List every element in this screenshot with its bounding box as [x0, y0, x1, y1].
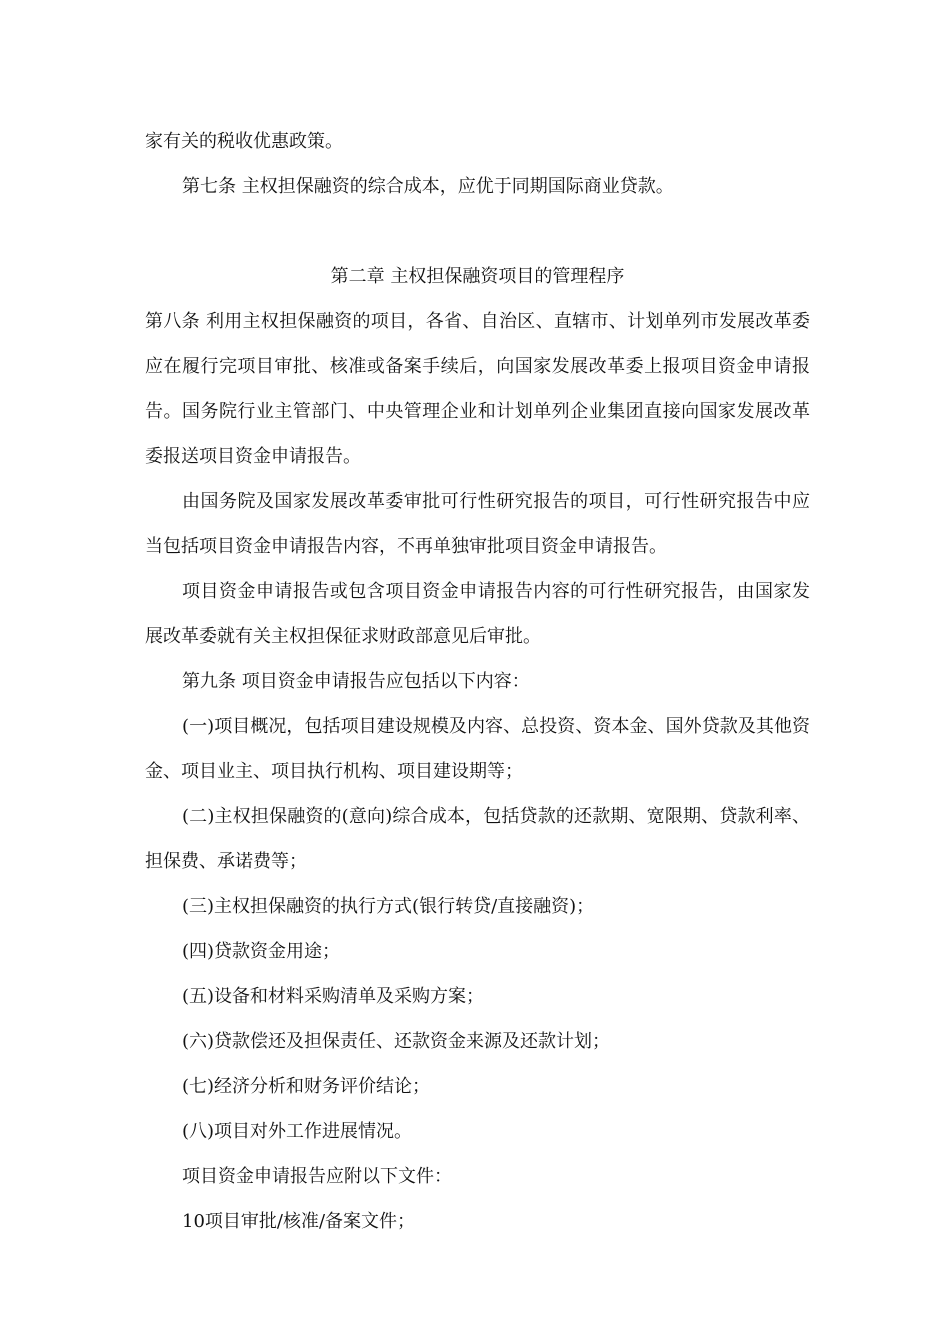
chapter-title: 第二章 主权担保融资项目的管理程序 — [330, 266, 625, 287]
paragraph-approval: 项目资金申请报告或包含项目资金申请报告内容的可行性研究报告，由国家发展改革委就有关主权担保征求财政部意见后审批。 — [145, 581, 810, 647]
attachment-item: 10项目审批/核准/备案文件； — [182, 1211, 416, 1232]
list-item: (七)经济分析和财务评价结论； — [182, 1076, 431, 1097]
list-item: (四)贷款资金用途； — [182, 941, 341, 962]
article-7: 第七条 主权担保融资的综合成本，应优于同期国际商业贷款。 — [182, 176, 674, 197]
article-9: 第九条 项目资金申请报告应包括以下内容： — [182, 671, 530, 692]
list-item: (六)贷款偿还及担保责任、还款资金来源及还款计划； — [182, 1031, 611, 1052]
list-item: (三)主权担保融资的执行方式(银行转贷/直接融资)； — [182, 896, 595, 917]
paragraph-feasibility-review: 由国务院及国家发展改革委审批可行性研究报告的项目，可行性研究报告中应当包括项目资金申请报告内容，不再单独审批项目资金申请报告。 — [145, 491, 810, 557]
list-item: (二)主权担保融资的(意向)综合成本，包括贷款的还款期、宽限期、贷款利率、担保费、承诺费等； — [145, 806, 810, 872]
list-item: (五)设备和材料采购清单及采购方案； — [182, 986, 485, 1007]
list-item: (八)项目对外工作进展情况。 — [182, 1121, 413, 1142]
attachments-intro: 项目资金申请报告应附以下文件： — [182, 1166, 452, 1187]
paragraph-tax-policy: 家有关的税收优惠政策。 — [145, 131, 343, 152]
article-8: 第八条 利用主权担保融资的项目，各省、自治区、直辖市、计划单列市发展改革委应在履行完项目审批、核准或备案手续后，向国家发展改革委上报项目资金申请报告。国务院行业主管部门、中央管理企业和计划单列企业集团直接向国家发展改革委报送项目资金申请报告。 — [145, 311, 810, 467]
document-body — [145, 119, 810, 1244]
spacer — [145, 209, 810, 254]
list-item: (一)项目概况，包括项目建设规模及内容、总投资、资本金、国外贷款及其他资金、项目业主、项目执行机构、项目建设期等； — [145, 716, 810, 782]
